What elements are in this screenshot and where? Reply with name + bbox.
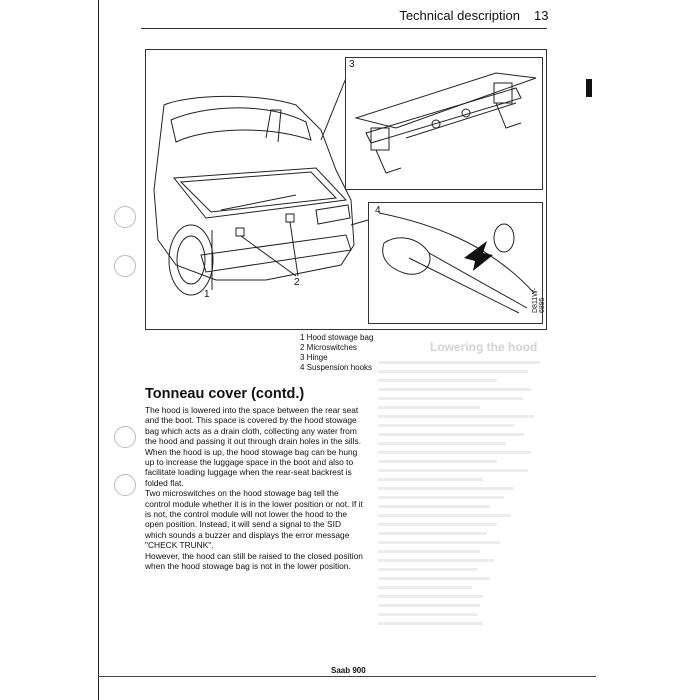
page-number: 13: [534, 8, 549, 23]
callout-4: 4: [375, 205, 381, 216]
body-paragraph: When the hood is up, the hood stowage bag can be hung up to increase the luggage space in the boot and also to facilitate loading luggage when the rear-seat backrest is folded flat.: [145, 446, 358, 488]
legend-item: 2 Microswitches: [300, 343, 357, 352]
body-paragraph: The hood is lowered into the space between the rear seat and the boot. This space is covered by the hood stowage bag which acts as a drain cloth, collecting any water from the hood and passing it out through drain holes in the sills.: [145, 405, 362, 447]
footer-label: Saab 900: [331, 666, 366, 675]
header-title: Technical description: [399, 8, 520, 23]
legend-item: 3 Hinge: [300, 353, 328, 362]
page-bottom-rule: [98, 676, 596, 677]
callout-3: 3: [349, 59, 355, 70]
body-paragraph: However, the hood can still be raised to the closed position when the hood stowage bag is not in the lower position.: [145, 550, 363, 572]
bleed-through-heading: Lowering the hood: [430, 340, 538, 354]
header-rule: [141, 28, 547, 29]
section-heading: Tonneau cover (contd.): [145, 386, 305, 402]
callout-2: 2: [294, 277, 300, 288]
bleed-through-text: [378, 355, 548, 631]
hood-stowage-illustration: [145, 49, 547, 330]
legend-item: 4 Suspension hooks: [300, 363, 373, 372]
punch-hole: [114, 206, 136, 228]
drawing-part-code: D811W-6895: [532, 287, 546, 313]
callout-1: 1: [204, 289, 210, 300]
legend-item: 1 Hood stowage bag: [300, 333, 374, 342]
figure-legend: [300, 333, 373, 373]
body-paragraph: Two microswitches on the hood stowage bag tell the control module whether it is in the lower position or not. If it is not, the control module will not lower the hood to the open position. Instead, it will send a signal to the SID which sounds a buzzer and displays the error message "CHECK TRUNK".: [145, 488, 363, 551]
suspension-hook-inset: [368, 202, 543, 324]
hinge-detail-inset: [345, 57, 543, 190]
punch-hole: [114, 474, 136, 496]
punch-hole: [114, 255, 136, 277]
suspension-hook-drawing: [369, 203, 542, 323]
section-body: [145, 405, 363, 572]
section-tab-marker: [586, 79, 592, 97]
punch-hole: [114, 426, 136, 448]
hinge-drawing: [346, 58, 542, 189]
